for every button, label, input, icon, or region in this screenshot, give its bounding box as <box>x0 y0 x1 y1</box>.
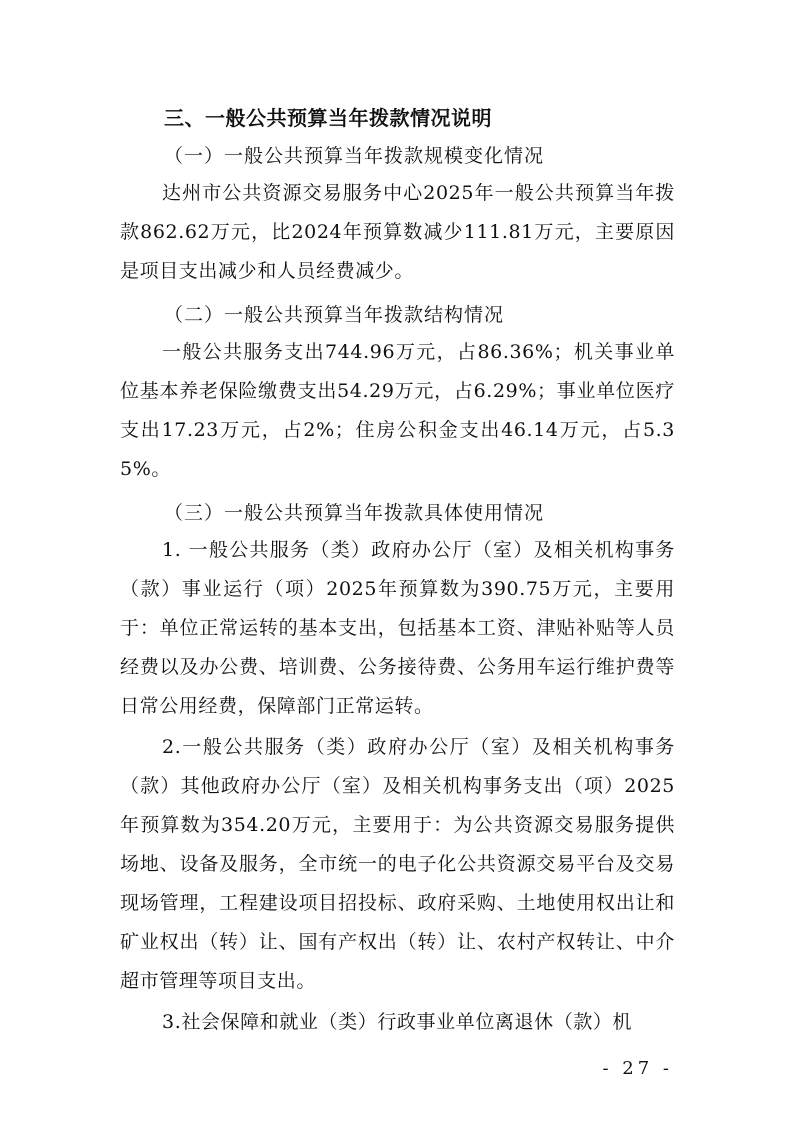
paragraph-usage-item-1: 1. 一般公共服务（类）政府办公厅（室）及相关机构事务（款）事业运行（项）2025年预算数为390.75万元，主要用于：单位正常运转的基本支出，包括基本工资、津贴补贴等人员经费以及办公费、培训费、公务接待费、公务用车运行维护费等日常公用经费，保障部门正常运转。 <box>120 539 675 717</box>
subsection-heading-1: （一）一般公共预算当年拨款规模变化情况 <box>164 145 545 167</box>
subsection-heading-3: （三）一般公共预算当年拨款具体使用情况 <box>164 502 545 524</box>
paragraph-usage-item-2: 2.一般公共服务（类）政府办公厅（室）及相关机构事务（款）其他政府办公厅（室）及相关机构事务支出（项）2025年预算数为354.20万元，主要用于：为公共资源交易服务提供场地、设备及服务，全市统一的电子化公共资源交易平台及交易现场管理，工程建设项目招投标、政府采购、土地使用权出让和矿业权出（转）让、国有产权出（转）让、农村产权转让、中介超市管理等项目支出。 <box>120 736 675 992</box>
paragraph-usage-item-3: 3.社会保障和就业（类）行政事业单位离退休（款）机 <box>162 1011 633 1033</box>
section-title: 三、一般公共预算当年拨款情况说明 <box>164 106 492 130</box>
paragraph-budget-structure: 一般公共服务支出744.96万元，占86.36%；机关事业单位基本养老保险缴费支出54.29万元，占6.29%；事业单位医疗支出17.23万元，占2%；住房公积金支出46.14万元，占5.35%。 <box>120 341 675 480</box>
paragraph-budget-scale: 达州市公共资源交易服务中心2025年一般公共预算当年拨款862.62万元，比2024年预算数减少111.81万元，主要原因是项目支出减少和人员经费减少。 <box>120 182 675 282</box>
subsection-heading-2: （二）一般公共预算当年拨款结构情况 <box>164 304 505 326</box>
page-number: - 27 - <box>602 1058 673 1079</box>
document-body <box>120 100 675 1042</box>
